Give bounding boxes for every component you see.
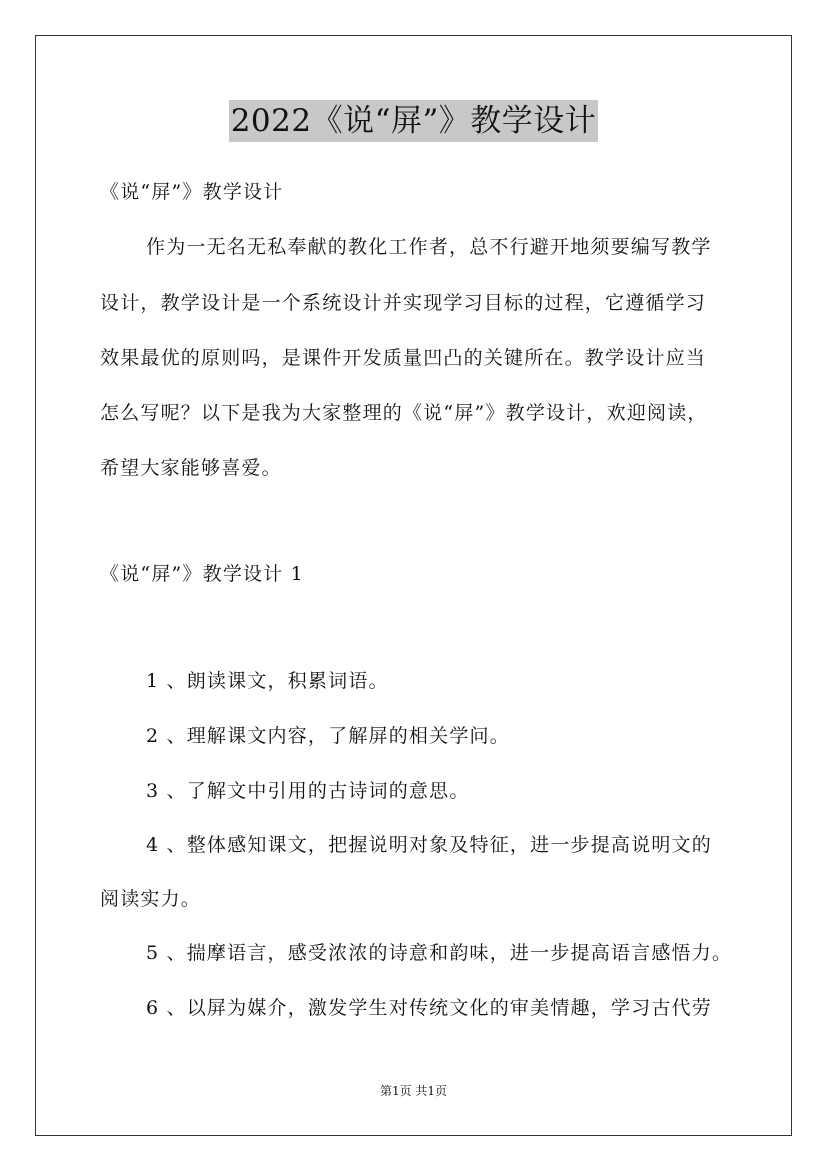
objective-item-4: 4 、整体感知课文，把握说明对象及特征，进一步提高说明文的 [146, 834, 712, 856]
intro-line-1: 作为一无名无私奉献的教化工作者，总不行避开地须要编写教学 [146, 236, 712, 258]
objective-item-5: 5 、揣摩语言，感受浓浓的诗意和韵味，进一步提高语言感悟力。 [146, 942, 733, 964]
objective-item-6: 6 、以屏为媒介，激发学生对传统文化的审美情趣，学习古代劳 [146, 997, 712, 1019]
title-container [0, 100, 827, 142]
page-footer: 第1页 共1页 [379, 1084, 448, 1098]
objective-item-3: 3 、了解文中引用的古诗词的意思。 [146, 780, 470, 802]
document-subtitle: 《说“屏”》教学设计 [100, 181, 284, 203]
section-heading: 《说“屏”》教学设计 1 [100, 563, 304, 585]
objective-item-4-cont: 阅读实力。 [100, 888, 202, 910]
objective-item-2: 2 、理解课文内容，了解屏的相关学问。 [146, 725, 510, 747]
intro-line-5: 希望大家能够喜爱。 [100, 457, 282, 479]
intro-line-3: 效果最优的原则吗，是课件开发质量凹凸的关键所在。教学设计应当 [100, 347, 707, 369]
document-title: 2022《说“屏”》教学设计 [229, 100, 599, 142]
intro-line-2: 设计，教学设计是一个系统设计并实现学习目标的过程，它遵循学习 [100, 292, 707, 314]
objective-item-1: 1 、朗读课文，积累词语。 [146, 670, 389, 692]
intro-line-4: 怎么写呢？以下是我为大家整理的《说“屏”》教学设计，欢迎阅读， [100, 402, 708, 424]
